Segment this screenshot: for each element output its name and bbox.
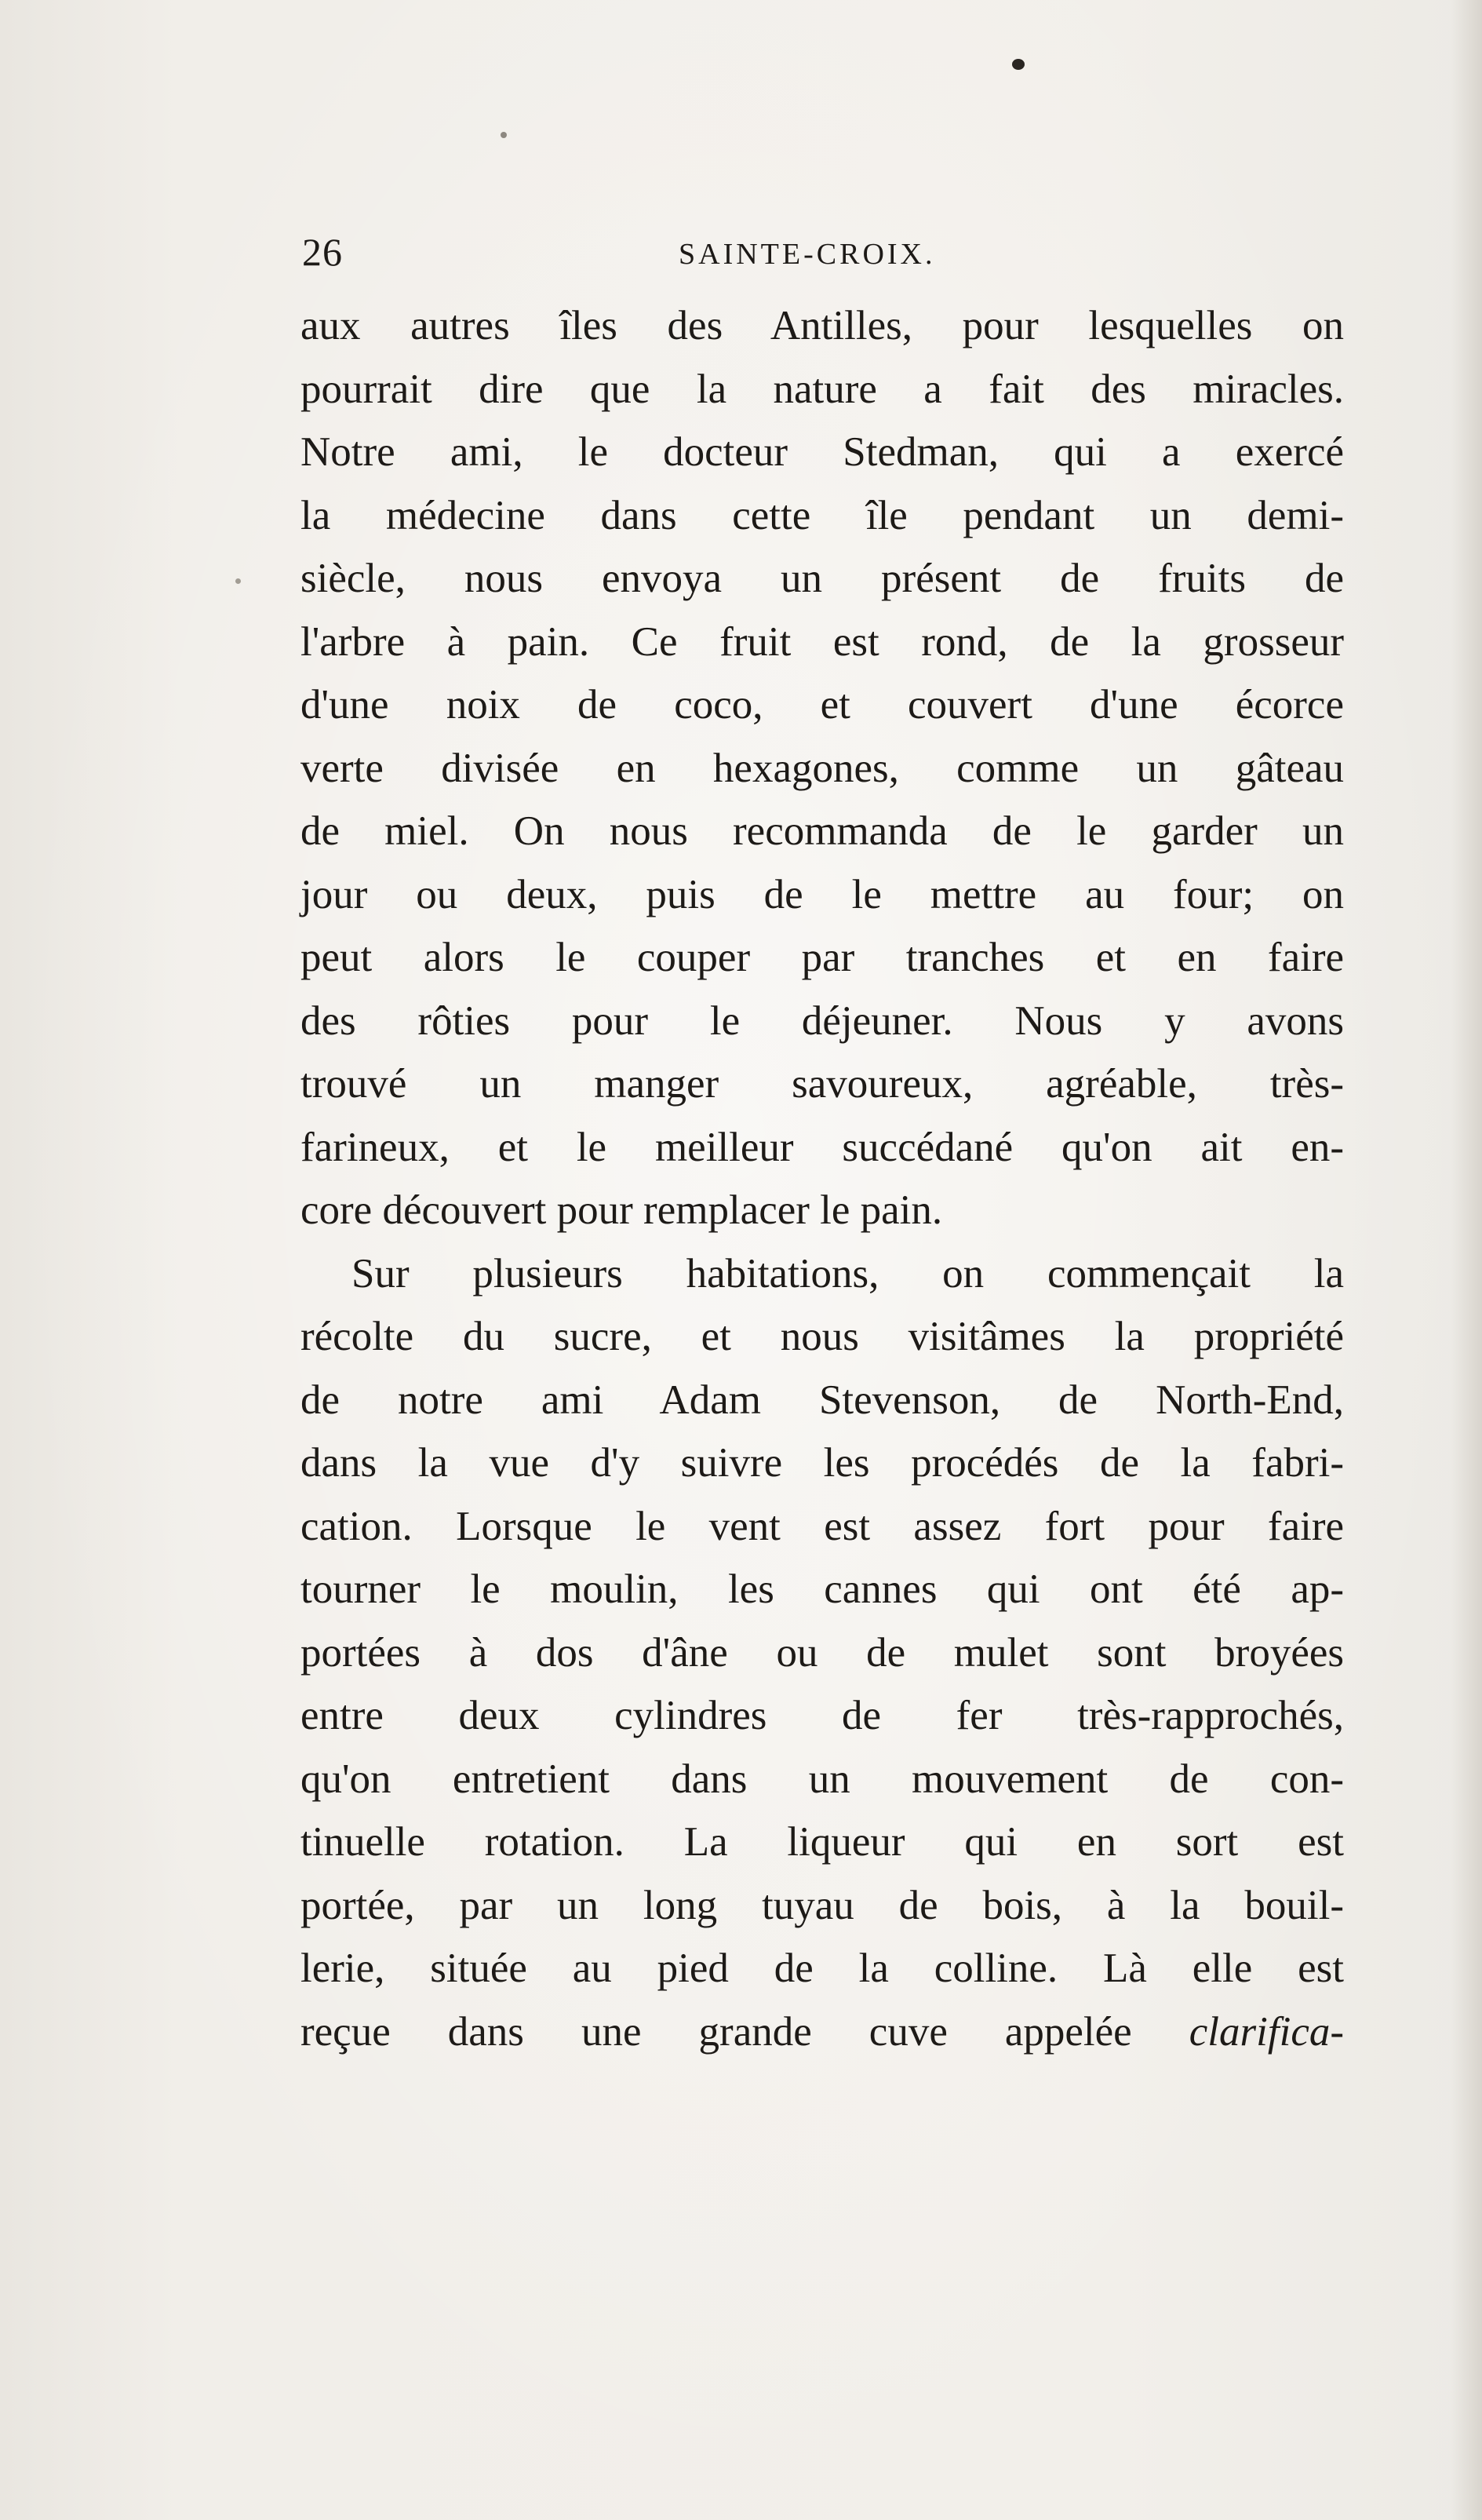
final-line-text: reçue dans une grande cuve appelée	[300, 2008, 1132, 2055]
running-head	[302, 229, 1345, 284]
ink-speck	[1012, 59, 1025, 70]
running-title: SAINTE-CROIX.	[679, 238, 936, 271]
text-line: aux autres îles des Antilles, pour lesquelles on	[300, 303, 1344, 348]
text-line: la médecine dans cette île pendant un demi-	[300, 492, 1344, 538]
text-line: pourrait dire que la nature a fait des miracles.	[300, 366, 1344, 412]
text-line: Notre ami, le docteur Stedman, qui a exercé	[300, 429, 1344, 475]
text-line: de miel. On nous recommanda de le garder un	[300, 808, 1344, 854]
text-line: farineux, et le meilleur succédané qu'on ait en-	[300, 1124, 1344, 1170]
text-line: portées à dos d'âne ou de mulet sont broyées	[300, 1629, 1344, 1676]
text-line: cation. Lorsque le vent est assez fort pour faire	[300, 1503, 1344, 1549]
page-edge-shadow	[1451, 0, 1482, 2520]
ink-speck	[501, 132, 507, 138]
text-line: de notre ami Adam Stevenson, de North-End,	[300, 1377, 1344, 1423]
ink-speck	[235, 578, 241, 584]
text-line: dans la vue d'y suivre les procédés de la fabri-	[300, 1440, 1344, 1486]
text-line: l'arbre à pain. Ce fruit est rond, de la grosseur	[300, 618, 1344, 665]
text-line: tourner le moulin, les cannes qui ont été ap-	[300, 1566, 1344, 1612]
text-line: récolte du sucre, et nous visitâmes la propriété	[300, 1314, 1344, 1359]
text-line: jour ou deux, puis de le mettre au four; on	[300, 871, 1344, 917]
text-line: entre deux cylindres de fer très-rapprochés,	[300, 1693, 1344, 1738]
body-text	[300, 294, 1344, 2063]
page-number: 26	[302, 230, 343, 274]
text-line-final	[300, 2000, 1344, 2064]
text-line: Sur plusieurs habitations, on commençait la	[351, 1250, 1344, 1296]
text-line: qu'on entretient dans un mouvement de con-	[300, 1756, 1344, 1802]
text-line: portée, par un long tuyau de bois, à la bouil-	[300, 1882, 1344, 1928]
text-line: core découvert pour remplacer le pain.	[300, 1187, 943, 1233]
final-line-italic: clarifica-	[1189, 2008, 1345, 2055]
text-line: verte divisée en hexagones, comme un gâteau	[300, 745, 1344, 791]
text-line: lerie, située au pied de la colline. Là elle est	[300, 1946, 1344, 1991]
text-line: des rôties pour le déjeuner. Nous y avons	[300, 997, 1344, 1044]
text-line: peut alors le couper par tranches et en faire	[300, 935, 1344, 980]
text-line: d'une noix de coco, et couvert d'une écorce	[300, 682, 1344, 728]
text-line: tinuelle rotation. La liqueur qui en sort est	[300, 1819, 1344, 1865]
text-line: siècle, nous envoya un présent de fruits de	[300, 556, 1344, 601]
text-line: trouvé un manger savoureux, agréable, très-	[300, 1061, 1344, 1107]
